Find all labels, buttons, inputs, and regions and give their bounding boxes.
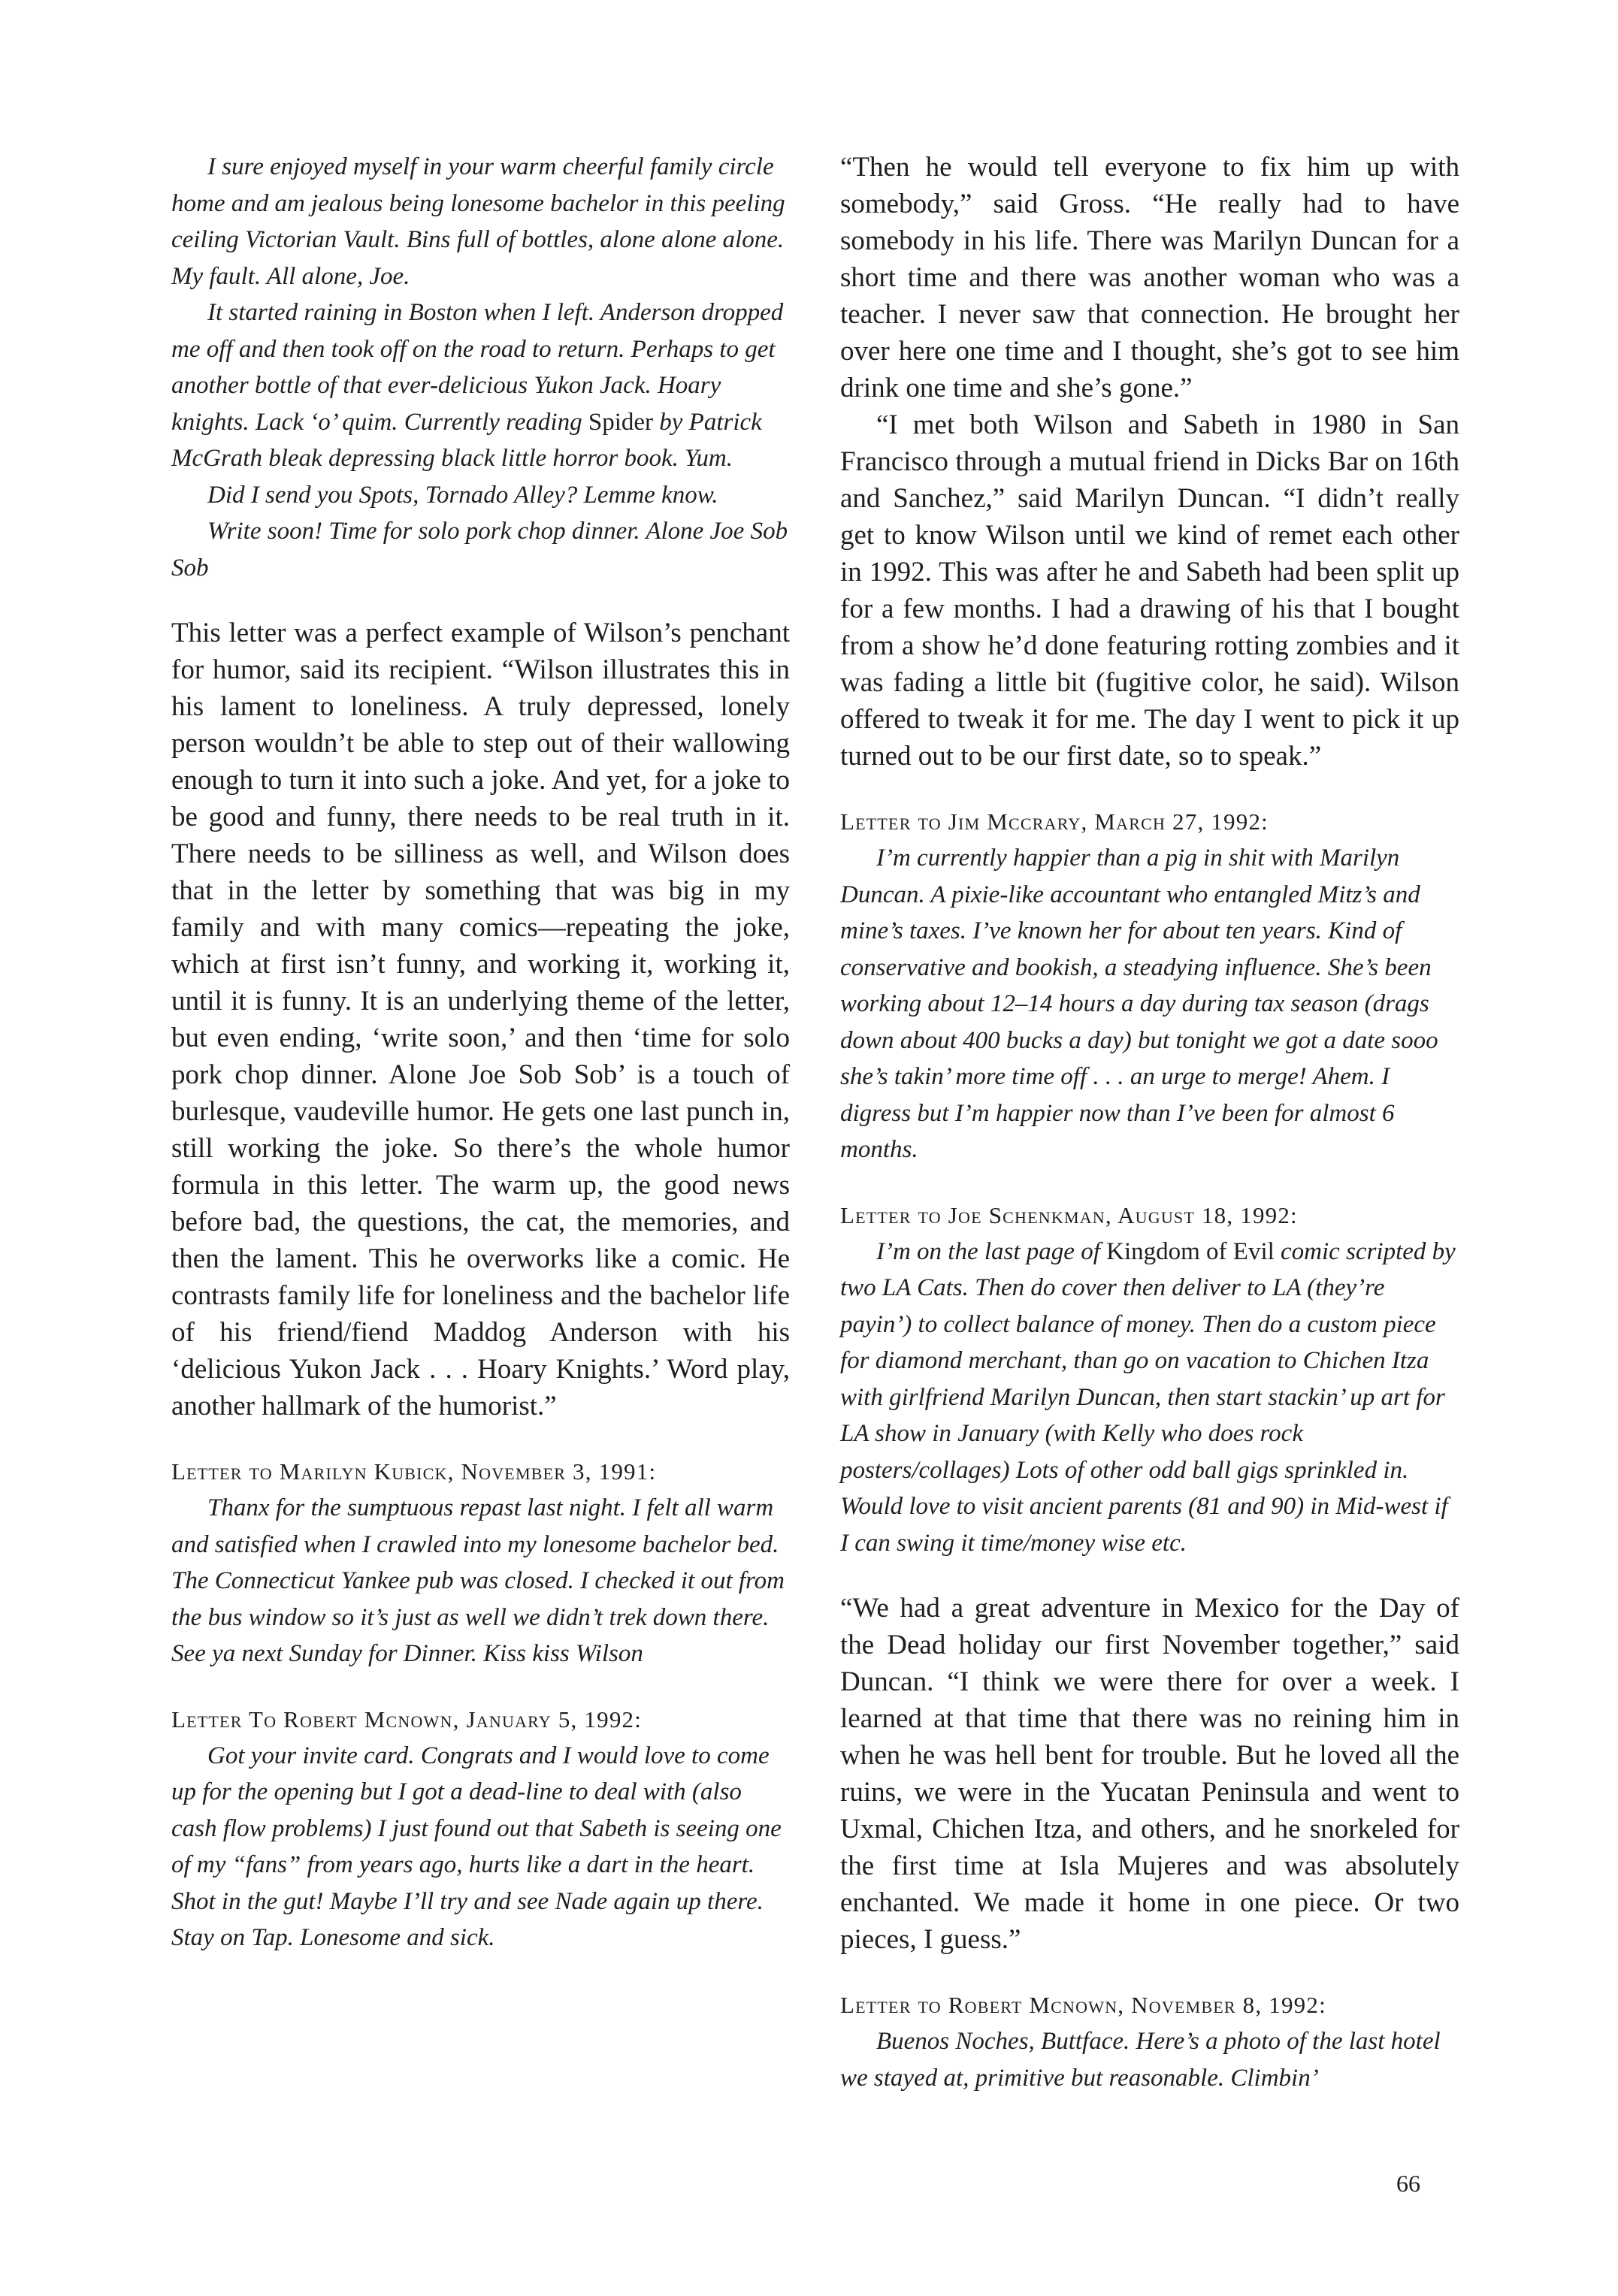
quote-text: by Patrick McGrath bleak depressing black little horror book. Yum. (171, 408, 762, 472)
letter-text-part: I’m on the last page of (876, 1237, 1107, 1265)
letter-text: Got your invite card. Congrats and I would love to come up for the opening but I got a dead-line to deal with (also cash flow problems) I just found out that Sabeth is seeing one of my “fans” from years ago, hurts like a dart in the heart. Shot in the gut! Maybe I’ll try and see Nade again up there. Stay on Tap. Lonesome and sick. (171, 1742, 782, 1951)
letter-schenkman (840, 1197, 1459, 1562)
body-paragraph: “I met both Wilson and Sabeth in 1980 in San Francisco through a mutual friend in Dicks Bar on 16th and Sanchez,” said Marilyn Duncan. “I didn’t really get to know Wilson until we kind of remet each other in 1992. This was after he and Sabeth had been split up for a few months. I had a drawing of his that I bought from a show he’d done featuring rotting zombies and it was fading a little bit (fugitive color, he said). Wilson offered to tweak it for me. The day I went to pick it up turned out to be our first date, so to speak.” (840, 409, 1459, 772)
page-number: 66 (1396, 2170, 1420, 2197)
letter-heading: Letter To Robert Mcnown, January 5, 1992: (171, 1705, 643, 1733)
right-column (840, 149, 1459, 2096)
letter-text: Buenos Noches, Buttface. Here’s a photo of the last hotel we stayed at, primitive but reasonable. Climbin’ (840, 2028, 1441, 2092)
quote-text: It started raining in Boston when I left. Anderson dropped me off and then took off on the road to return. Perhaps to get another bottle of that ever-delicious Yukon Jack. Hoary knights. Lack ‘o’ quim. Currently reading (171, 299, 784, 436)
quote-paragraph: Did I send you Spots, Tornado Alley? Lemme know. (207, 481, 718, 509)
letter-mcnown-january (171, 1701, 790, 1956)
letter-heading: Letter to Robert Mcnown, November 8, 1992: (840, 1992, 1326, 2018)
letter-text: I’m currently happier than a pig in shit with Marilyn Duncan. A pixie-like accountant who entangled Mitz’s and mine’s taxes. I’ve known her for about ten years. Kind of conservative and bookish, a steadying influence. She’s been working about 12–14 hours a day during tax season (drags down about 400 bucks a day) but tonight we got a date sooo she’s takin’ more time off . . . an urge to merge! Ahem. I digress but I’m happier now than I’ve been for almost 6 months. (840, 844, 1438, 1163)
quote-paragraph: Write soon! Time for solo pork chop dinner. Alone Joe Sob Sob (171, 518, 788, 582)
letter-heading: Letter to Joe Schenkman, August 18, 1992: (840, 1201, 1298, 1228)
body-paragraph: “We had a great adventure in Mexico for the Day of the Dead holiday our first November together,” said Duncan. “I think we were there for over a week. I learned at that time that there was no reining him in when he was hell bent for trouble. But he loved all the ruins, we were in the Yucatan Peninsula and went to Uxmal, Chichen Itza, and others, and he snorkeled for the first time at Isla Mujeres and was absolutely enchanted. We made it home in one piece. Or two pieces, I guess.” (840, 1593, 1459, 1955)
quote-paragraph (171, 295, 790, 477)
book-title-spider: Spider (588, 408, 654, 436)
letter-kubick (171, 1453, 790, 1672)
letter-text (840, 1234, 1459, 1562)
letter-heading: Letter to Jim Mccrary, March 27, 1992: (840, 808, 1269, 835)
quote-paragraph: I sure enjoyed myself in your warm cheerful family circle home and am jealous being lonesome bachelor in this peeling ceiling Victorian Vault. Bins full of bottles, alone alone alone. My fault. All alone, Joe. (171, 153, 785, 290)
letter-text: Thanx for the sumptuous repast last night. I felt all warm and satisfied when I crawled into my lonesome bachelor bed. The Connecticut Yankee pub was closed. I checked it out from the bus window so it’s just as well we didn’t trek down there. See ya next Sunday for Dinner. Kiss kiss Wilson (171, 1494, 785, 1667)
body-paragraph: “Then he would tell everyone to fix him up with somebody,” said Gross. “He really had to have somebody in his life. There was Marilyn Duncan for a short time and there was another woman who was a teacher. I never saw that connection. He brought her over here one time and I thought, she’s got to see him drink one time and she’s gone.” (840, 152, 1459, 403)
letter-text-part: comic scripted by two LA Cats. Then do cover then deliver to LA (they’re payin’) to collect balance of money. Then do a custom piece for diamond merchant, than go on vacation to Chichen Itza with girlfriend Marilyn Duncan, then start stackin’ up art for LA show in January (with Kelly who does rock posters/collages) Lots of other odd ball gigs sprinkled in. Would love to visit ancient parents (81 and 90) in Mid-west if I can swing it time/money wise etc. (840, 1237, 1456, 1557)
opening-letter-quote (171, 149, 790, 586)
letter-heading: Letter to Marilyn Kubick, November 3, 1991: (171, 1458, 657, 1485)
letter-mcnown-november (840, 1986, 1459, 2096)
left-column (171, 149, 790, 1956)
comic-title-kingdom-of-evil: Kingdom of Evil (1106, 1237, 1275, 1265)
letter-mccrary (840, 803, 1459, 1168)
body-paragraph: This letter was a perfect example of Wilson’s penchant for humor, said its recipient. “Wilson illustrates this in his lament to loneliness. A truly depressed, lonely person wouldn’t be able to step out of their wallowing enough to turn it into such a joke. And yet, for a joke to be good and funny, there needs to be real truth in it. There needs to be silliness as well, and Wilson does that in the letter by something that was big in my family and with many comics—repeating the joke, which at first isn’t funny, and working it, working it, until it is funny. It is an underlying theme of the letter, but even ending, ‘write soon,’ and then ‘time for solo pork chop dinner. Alone Joe Sob Sob’ is a touch of burlesque, vaudeville humor. He gets one last punch in, still working the joke. So there’s the whole humor formula in this letter. The warm up, the good news before bad, the questions, the cat, the memories, and then the lament. This he overworks like a comic. He contrasts family life for loneliness and the bachelor life of his friend/fiend Maddog Anderson with his ‘delicious Yukon Jack . . . Hoary Knights.’ Word play, another hallmark of the humorist.” (171, 618, 790, 1421)
